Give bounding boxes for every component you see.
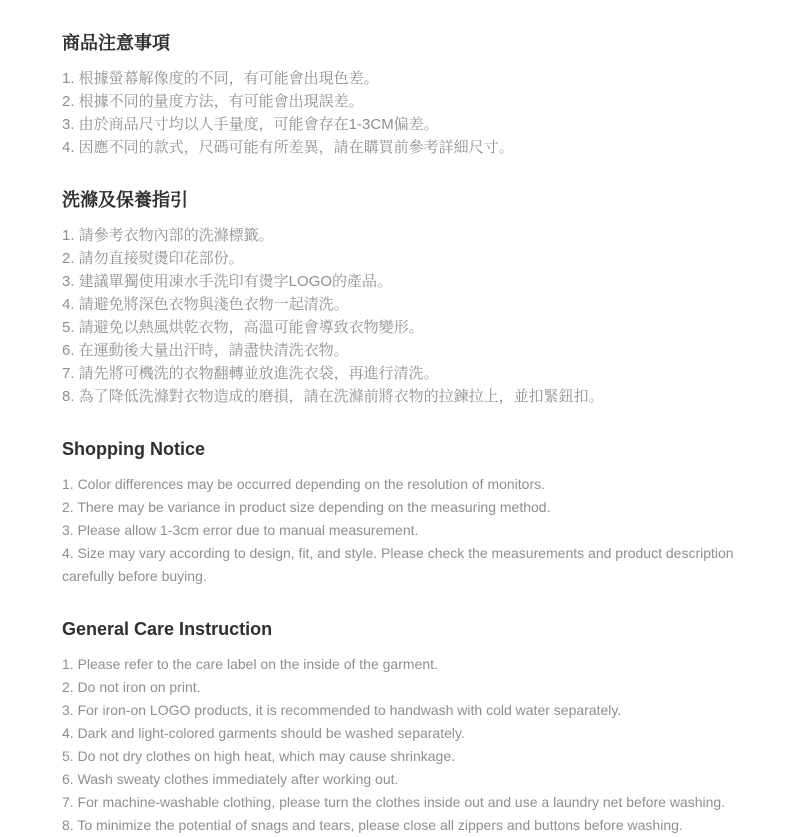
notice-line: 3. For iron-on LOGO products, it is recommended to handwash with cold water separately. — [62, 702, 622, 718]
notice-line: 6. 在運動後大量出汗時，請盡快清洗衣物。 — [62, 342, 349, 359]
notice-line: 1. Please refer to the care label on the inside of the garment. — [62, 656, 438, 672]
notice-line: 4. Dark and light-colored garments should be washed separately. — [62, 725, 465, 741]
section-title-product-notice: 商品注意事項 — [62, 33, 170, 53]
notice-line: 2. 請勿直接熨燙印花部份。 — [62, 250, 244, 267]
notice-line: 1. 請參考衣物內部的洗滌標籤。 — [62, 227, 274, 244]
section-general-care-instruction — [62, 616, 774, 837]
notice-line: 2. Do not iron on print. — [62, 679, 201, 695]
notice-line: 1. Color differences may be occurred depending on the resolution of monitors. — [62, 476, 546, 492]
notice-line: 5. Do not dry clothes on high heat, which may cause shrinkage. — [62, 748, 455, 764]
notice-line: 3. 由於商品尺寸均以人手量度，可能會存在1-3CM偏差。 — [62, 116, 439, 133]
notice-line: 3. Please allow 1-3cm error due to manual measurement. — [62, 522, 419, 538]
section-title-shopping-notice: Shopping Notice — [62, 439, 205, 459]
notice-line: 5. 請避免以熱風烘乾衣物，高溫可能會導致衣物變形。 — [62, 319, 424, 336]
notice-line: 3. 建議單獨使用凍水手洗印有燙字LOGO的產品。 — [62, 273, 393, 290]
notice-line: 8. To minimize the potential of snags and tears, please close all zippers and buttons before washing. — [62, 817, 683, 833]
notice-line: 7. For machine-washable clothing, please turn the clothes inside out and use a laundry net before washing. — [62, 794, 726, 810]
notice-line: 7. 請先將可機洗的衣物翻轉並放進洗衣袋，再進行清洗。 — [62, 365, 439, 382]
notice-line: 1. 根據螢幕解像度的不同，有可能會出現色差。 — [62, 70, 379, 87]
section-washing-care-guide — [62, 187, 774, 408]
notice-line: 4. 請避免將深色衣物與淺色衣物一起清洗。 — [62, 296, 349, 313]
section-shopping-notice — [62, 436, 774, 588]
notice-line: 8. 為了降低洗滌對衣物造成的磨損，請在洗滌前將衣物的拉鍊拉上，並扣緊鈕扣。 — [62, 388, 604, 405]
notice-line: 4. Size may vary according to design, fit, and style. Please check the measurements and product description carefully before buying. — [62, 545, 734, 584]
notice-line: 2. There may be variance in product size depending on the measuring method. — [62, 499, 551, 515]
notice-line: 4. 因應不同的款式，尺碼可能有所差異，請在購買前參考詳細尺寸。 — [62, 139, 514, 156]
notice-line: 6. Wash sweaty clothes immediately after working out. — [62, 771, 399, 787]
section-title-washing-care-guide: 洗滌及保養指引 — [62, 190, 188, 210]
notice-line: 2. 根據不同的量度方法，有可能會出現誤差。 — [62, 93, 364, 110]
section-title-general-care-instruction: General Care Instruction — [62, 619, 273, 639]
section-product-notice — [62, 30, 774, 159]
